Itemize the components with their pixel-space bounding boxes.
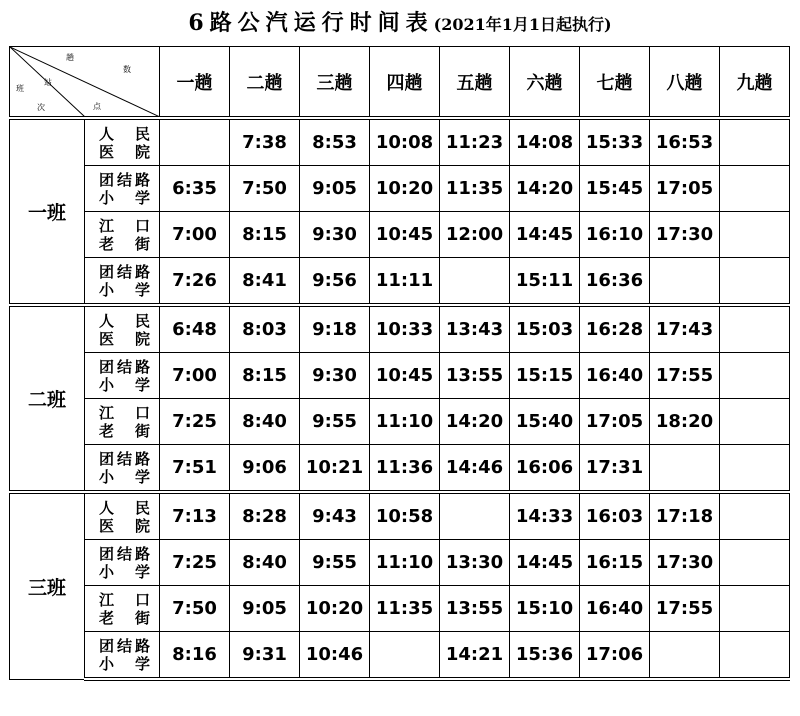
departure-time: 7:25 <box>160 540 230 586</box>
stop-name <box>85 399 160 445</box>
departure-time: 10:58 <box>370 492 440 540</box>
departure-time: 17:05 <box>650 166 720 212</box>
departure-time: 17:05 <box>580 399 650 445</box>
stop-name-line: 小 学 <box>99 467 150 486</box>
corner-header <box>10 47 160 119</box>
departure-time: 7:26 <box>160 258 230 306</box>
departure-time: 9:30 <box>300 212 370 258</box>
stop-name-line: 团结路 <box>99 262 150 281</box>
departure-time: 11:10 <box>370 540 440 586</box>
departure-time <box>720 118 790 166</box>
departure-time: 16:15 <box>580 540 650 586</box>
departure-time: 7:51 <box>160 445 230 493</box>
departure-time: 10:45 <box>370 212 440 258</box>
departure-time: 18:20 <box>650 399 720 445</box>
departure-time: 17:18 <box>650 492 720 540</box>
departure-time <box>440 258 510 306</box>
departure-time <box>720 353 790 399</box>
departure-time: 15:11 <box>510 258 580 306</box>
departure-time <box>720 166 790 212</box>
departure-time: 10:33 <box>370 305 440 353</box>
stop-name <box>85 445 160 493</box>
trip-header-7: 七趟 <box>580 47 650 119</box>
departure-time: 15:40 <box>510 399 580 445</box>
departure-time: 11:35 <box>440 166 510 212</box>
departure-time: 8:15 <box>230 353 300 399</box>
trip-header-9: 九趟 <box>720 47 790 119</box>
departure-time: 10:20 <box>300 586 370 632</box>
corner-diagonals <box>10 47 160 117</box>
departure-time: 16:06 <box>510 445 580 493</box>
table-row <box>10 305 790 353</box>
stop-name <box>85 118 160 166</box>
departure-time: 8:41 <box>230 258 300 306</box>
trip-header-4: 四趟 <box>370 47 440 119</box>
stop-name-line: 老 街 <box>99 608 150 627</box>
stop-name-line: 江 口 <box>99 590 150 609</box>
table-row <box>10 258 790 306</box>
trip-header-1: 一趟 <box>160 47 230 119</box>
departure-time: 9:30 <box>300 353 370 399</box>
departure-time <box>650 445 720 493</box>
departure-time: 17:31 <box>580 445 650 493</box>
departure-time: 13:43 <box>440 305 510 353</box>
stop-name-line: 江 口 <box>99 403 150 422</box>
table-row <box>10 166 790 212</box>
shift-label: 三班 <box>10 492 85 679</box>
departure-time <box>720 492 790 540</box>
trip-header-8: 八趟 <box>650 47 720 119</box>
departure-time: 15:33 <box>580 118 650 166</box>
departure-time: 17:55 <box>650 353 720 399</box>
departure-time: 7:38 <box>230 118 300 166</box>
departure-time: 15:10 <box>510 586 580 632</box>
trip-header-6: 六趟 <box>510 47 580 119</box>
departure-time <box>370 632 440 680</box>
departure-time: 10:45 <box>370 353 440 399</box>
departure-time: 14:45 <box>510 540 580 586</box>
departure-time <box>720 399 790 445</box>
departure-time: 16:03 <box>580 492 650 540</box>
departure-time: 9:55 <box>300 540 370 586</box>
stop-name-line: 团结路 <box>99 636 150 655</box>
corner-trip-1: 趟 <box>66 53 74 62</box>
departure-time: 14:20 <box>440 399 510 445</box>
departure-time: 10:46 <box>300 632 370 680</box>
stop-name-line: 老 街 <box>99 234 150 253</box>
departure-time: 16:10 <box>580 212 650 258</box>
shift-label: 二班 <box>10 305 85 492</box>
departure-time <box>440 492 510 540</box>
table-row <box>10 353 790 399</box>
departure-time: 16:28 <box>580 305 650 353</box>
departure-time: 14:08 <box>510 118 580 166</box>
departure-time: 8:03 <box>230 305 300 353</box>
table-row <box>10 118 790 166</box>
departure-time: 16:36 <box>580 258 650 306</box>
departure-time: 16:40 <box>580 586 650 632</box>
stop-name-line: 小 学 <box>99 562 150 581</box>
trip-header-2: 二趟 <box>230 47 300 119</box>
stop-name-line: 老 街 <box>99 421 150 440</box>
departure-time: 7:25 <box>160 399 230 445</box>
corner-trip-2: 数 <box>123 65 131 74</box>
departure-time <box>650 632 720 680</box>
departure-time <box>720 632 790 680</box>
table-row <box>10 445 790 493</box>
departure-time: 15:03 <box>510 305 580 353</box>
departure-time: 9:05 <box>300 166 370 212</box>
departure-time: 9:43 <box>300 492 370 540</box>
departure-time: 17:43 <box>650 305 720 353</box>
departure-time <box>720 586 790 632</box>
departure-time: 6:48 <box>160 305 230 353</box>
stop-name-line: 团结路 <box>99 544 150 563</box>
departure-time: 15:36 <box>510 632 580 680</box>
page-title <box>0 6 800 37</box>
departure-time <box>720 212 790 258</box>
stop-name-line: 人 民 <box>99 124 150 143</box>
departure-time: 14:21 <box>440 632 510 680</box>
table-row <box>10 212 790 258</box>
stop-name-line: 医 院 <box>99 142 150 161</box>
stop-name <box>85 353 160 399</box>
departure-time <box>720 305 790 353</box>
departure-time: 17:55 <box>650 586 720 632</box>
table-row <box>10 586 790 632</box>
departure-time: 8:40 <box>230 399 300 445</box>
stop-name-line: 人 民 <box>99 311 150 330</box>
departure-time: 8:15 <box>230 212 300 258</box>
stop-name-line: 团结路 <box>99 357 150 376</box>
trip-header-5: 五趟 <box>440 47 510 119</box>
stop-name <box>85 212 160 258</box>
stop-name <box>85 492 160 540</box>
departure-time: 7:00 <box>160 212 230 258</box>
departure-time: 15:45 <box>580 166 650 212</box>
departure-time: 7:50 <box>230 166 300 212</box>
stop-name-line: 江 口 <box>99 216 150 235</box>
departure-time: 6:35 <box>160 166 230 212</box>
departure-time: 10:20 <box>370 166 440 212</box>
departure-time: 11:10 <box>370 399 440 445</box>
departure-time: 15:15 <box>510 353 580 399</box>
departure-time: 7:00 <box>160 353 230 399</box>
departure-time <box>720 258 790 306</box>
table-row <box>10 399 790 445</box>
departure-time <box>160 118 230 166</box>
departure-time: 16:40 <box>580 353 650 399</box>
corner-shift-1: 班 <box>16 84 24 93</box>
corner-stop-1: 站 <box>44 78 52 87</box>
departure-time: 14:20 <box>510 166 580 212</box>
departure-time: 17:30 <box>650 212 720 258</box>
departure-time <box>720 540 790 586</box>
departure-time: 8:53 <box>300 118 370 166</box>
title-date: (2021年1月1日起执行) <box>433 15 612 34</box>
departure-time: 8:40 <box>230 540 300 586</box>
departure-time: 17:06 <box>580 632 650 680</box>
departure-time: 17:30 <box>650 540 720 586</box>
table-row <box>10 492 790 540</box>
shift-label: 一班 <box>10 118 85 305</box>
stop-name <box>85 540 160 586</box>
header-row <box>10 47 790 119</box>
departure-time: 14:46 <box>440 445 510 493</box>
stop-name-line: 人 民 <box>99 498 150 517</box>
stop-name <box>85 632 160 680</box>
departure-time: 10:08 <box>370 118 440 166</box>
corner-shift-2: 次 <box>37 103 45 112</box>
stop-name <box>85 305 160 353</box>
stop-name-line: 团结路 <box>99 449 150 468</box>
departure-time: 11:11 <box>370 258 440 306</box>
table-row <box>10 632 790 680</box>
stop-name <box>85 258 160 306</box>
title-main: 6路公汽运行时间表 <box>188 10 434 36</box>
departure-time: 10:21 <box>300 445 370 493</box>
timetable-body <box>10 118 790 679</box>
stop-name-line: 医 院 <box>99 329 150 348</box>
stop-name-line: 团结路 <box>99 170 150 189</box>
departure-time: 7:13 <box>160 492 230 540</box>
departure-time: 13:55 <box>440 586 510 632</box>
stop-name <box>85 166 160 212</box>
departure-time: 9:06 <box>230 445 300 493</box>
stop-name <box>85 586 160 632</box>
departure-time: 7:50 <box>160 586 230 632</box>
departure-time: 8:16 <box>160 632 230 680</box>
departure-time: 9:31 <box>230 632 300 680</box>
departure-time: 14:33 <box>510 492 580 540</box>
departure-time: 11:23 <box>440 118 510 166</box>
trip-header-3: 三趟 <box>300 47 370 119</box>
departure-time: 13:30 <box>440 540 510 586</box>
stop-name-line: 小 学 <box>99 280 150 299</box>
timetable <box>9 46 790 681</box>
stop-name-line: 小 学 <box>99 654 150 673</box>
departure-time: 8:28 <box>230 492 300 540</box>
departure-time: 13:55 <box>440 353 510 399</box>
departure-time: 12:00 <box>440 212 510 258</box>
departure-time: 11:35 <box>370 586 440 632</box>
departure-time: 16:53 <box>650 118 720 166</box>
table-row <box>10 540 790 586</box>
departure-time: 9:05 <box>230 586 300 632</box>
stop-name-line: 小 学 <box>99 188 150 207</box>
departure-time: 11:36 <box>370 445 440 493</box>
departure-time: 9:56 <box>300 258 370 306</box>
stop-name-line: 小 学 <box>99 375 150 394</box>
departure-time <box>650 258 720 306</box>
departure-time <box>720 445 790 493</box>
corner-stop-2: 点 <box>93 102 101 111</box>
departure-time: 9:18 <box>300 305 370 353</box>
departure-time: 14:45 <box>510 212 580 258</box>
stop-name-line: 医 院 <box>99 516 150 535</box>
departure-time: 9:55 <box>300 399 370 445</box>
